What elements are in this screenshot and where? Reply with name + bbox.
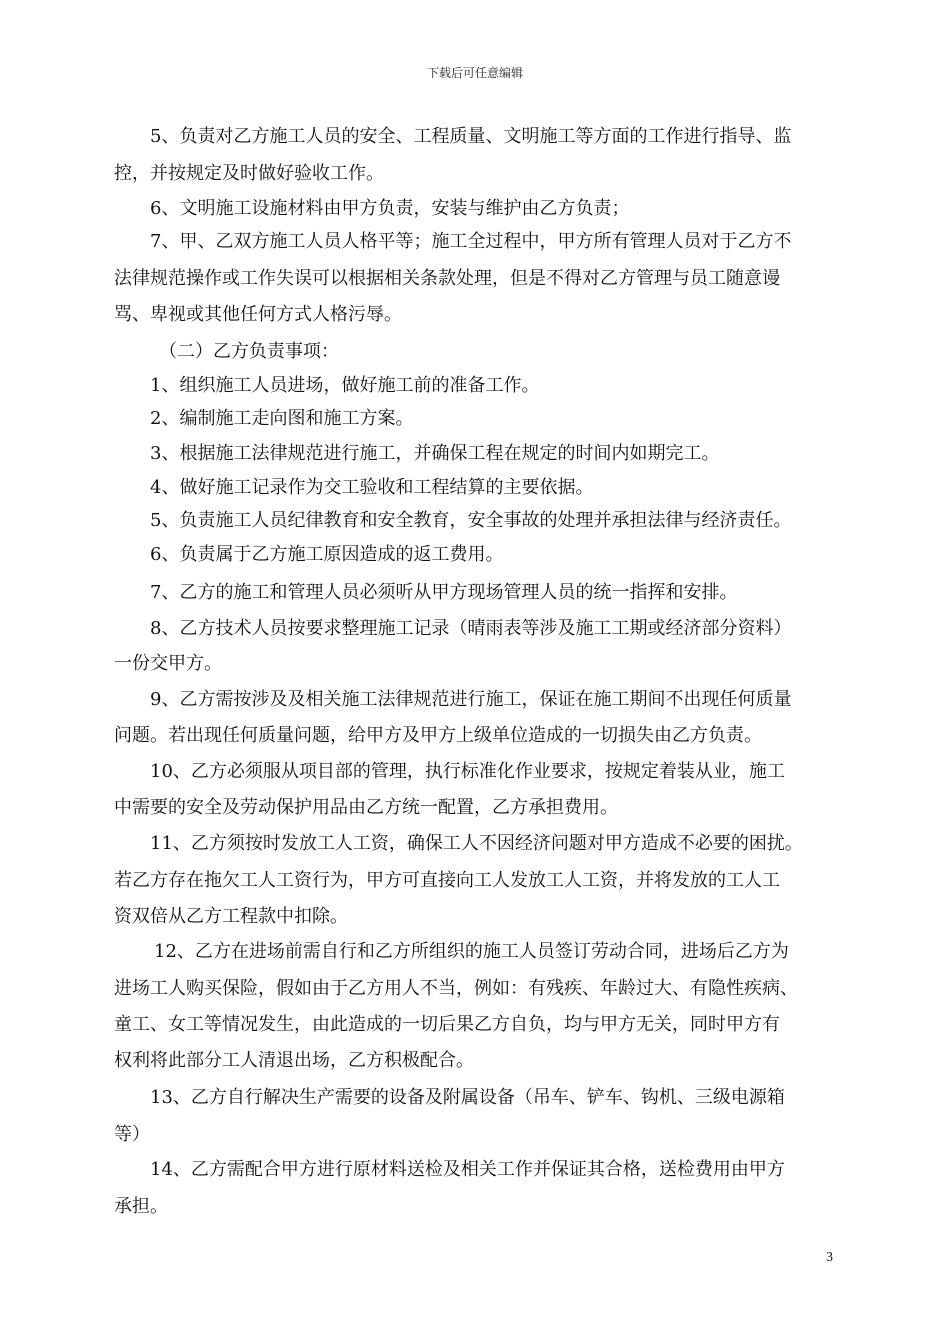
paragraph-line: 4、做好施工记录作为交工验收和工程结算的主要依据。 bbox=[150, 477, 594, 498]
paragraph-line: 承担。 bbox=[114, 1196, 168, 1217]
paragraph-line: 5、负责施工人员纪律教育和安全教育，安全事故的处理并承担法律与经济责任。 bbox=[150, 510, 792, 531]
paragraph-line: 中需要的安全及劳动保护用品由乙方统一配置，乙方承担费用。 bbox=[114, 797, 618, 818]
page-number: 3 bbox=[826, 1250, 833, 1265]
paragraph-line: 5、负责对乙方施工人员的安全、工程质量、文明施工等方面的工作进行指导、监 bbox=[150, 126, 792, 147]
paragraph-line: 7、乙方的施工和管理人员必须听从甲方现场管理人员的统一指挥和安排。 bbox=[150, 582, 738, 603]
paragraph-line: 1、组织施工人员进场，做好施工前的准备工作。 bbox=[150, 375, 540, 396]
paragraph-line: 若乙方存在拖欠工人工资行为，甲方可直接向工人发放工人工资，并将发放的工人工 bbox=[114, 870, 780, 891]
paragraph-line: 7、甲、乙双方施工人员人格平等；施工全过程中，甲方所有管理人员对于乙方不 bbox=[150, 231, 792, 252]
paragraph-line: 等） bbox=[114, 1124, 150, 1145]
page-header-note: 下载后可任意编辑 bbox=[426, 66, 523, 80]
paragraph-line: 9、乙方需按涉及及相关施工法律规范进行施工，保证在施工期间不出现任何质量 bbox=[150, 689, 792, 710]
paragraph-line: 6、文明施工设施材料由甲方负责，安装与维护由乙方负责； bbox=[150, 198, 630, 219]
paragraph-line: 2、编制施工走向图和施工方案。 bbox=[150, 408, 414, 429]
paragraph-line: 进场工人购买保险，假如由于乙方用人不当，例如：有残疾、年龄过大、有隐性疾病、 bbox=[114, 978, 798, 999]
paragraph-line: 问题。若出现任何质量问题，给甲方及甲方上级单位造成的一切损失由乙方负责。 bbox=[114, 725, 762, 746]
section-heading: （二）乙方负责事项： bbox=[159, 341, 339, 362]
paragraph-line: 法律规范操作或工作失误可以根据相关条款处理，但是不得对乙方管理与员工随意谩 bbox=[114, 268, 780, 289]
paragraph-line: 童工、女工等情况发生，由此造成的一切后果乙方自负，均与甲方无关，同时甲方有 bbox=[114, 1014, 780, 1035]
paragraph-line: 资双倍从乙方工程款中扣除。 bbox=[114, 906, 348, 927]
paragraph-line: 权利将此部分工人清退出场，乙方积极配合。 bbox=[114, 1050, 474, 1071]
paragraph-line: 10、乙方必须服从项目部的管理，执行标准化作业要求，按规定着装从业，施工 bbox=[150, 761, 785, 782]
paragraph-line: 骂、卑视或其他任何方式人格污辱。 bbox=[114, 304, 402, 325]
paragraph-line: 12、乙方在进场前需自行和乙方所组织的施工人员签订劳动合同，进场后乙方为 bbox=[154, 941, 789, 962]
paragraph-line: 一份交甲方。 bbox=[114, 653, 222, 674]
paragraph-line: 控，并按规定及时做好验收工作。 bbox=[114, 163, 384, 184]
paragraph-line: 8、乙方技术人员按要求整理施工记录（晴雨表等涉及施工工期或经济部分资料） bbox=[150, 618, 792, 639]
paragraph-line: 14、乙方需配合甲方进行原材料送检及相关工作并保证其合格，送检费用由甲方 bbox=[150, 1159, 785, 1180]
paragraph-line: 11、乙方须按时发放工人工资，确保工人不因经济问题对甲方造成不必要的困扰。 bbox=[150, 833, 803, 854]
paragraph-line: 13、乙方自行解决生产需要的设备及附属设备（吊车、铲车、钩机、三级电源箱 bbox=[150, 1087, 785, 1108]
paragraph-line: 3、根据施工法律规范进行施工，并确保工程在规定的时间内如期完工。 bbox=[150, 443, 720, 464]
paragraph-line: 6、负责属于乙方施工原因造成的返工费用。 bbox=[150, 544, 504, 565]
